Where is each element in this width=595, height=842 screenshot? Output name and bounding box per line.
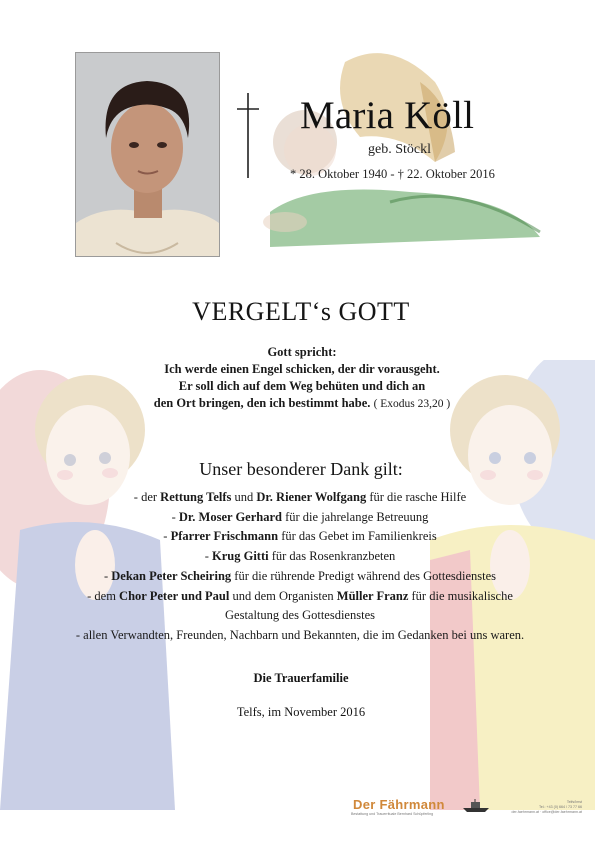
footer-contact	[500, 800, 582, 815]
quote-line: Ich werde einen Engel schicken, der dir vorausgeht.	[164, 362, 440, 376]
thanks-text: -	[171, 509, 179, 524]
thanks-text: für das Gebet im Familienkreis	[278, 529, 437, 544]
thanks-person: Krug Gitti	[212, 549, 269, 564]
thanks-item	[60, 488, 540, 508]
funeral-home-footer	[345, 797, 580, 821]
thanks-person: Chor Peter und Paul	[119, 588, 230, 603]
thanks-title: Unser besonderer Dank gilt:	[199, 459, 403, 479]
thanks-item	[60, 587, 540, 607]
thanks-person: Pfarrer Frischmann	[170, 529, 279, 544]
thanks-text: und	[231, 490, 257, 504]
brand-subtitle: Bestattung und Trauerrituale Bernhard Schüpferling	[351, 812, 434, 816]
brand-logo-text: Der Fährmann	[353, 797, 445, 812]
thanks-text: -	[204, 549, 212, 564]
thanks-text: für die rührende Predigt während des Gottesdienstes	[231, 568, 497, 583]
thanks-text: und dem Organisten	[229, 588, 337, 603]
life-dates: * 28. Oktober 1940 - † 22. Oktober 2016	[290, 167, 495, 181]
thanks-list	[60, 488, 540, 646]
ferry-boat-icon	[461, 799, 491, 813]
thanks-text: für die musikalische	[408, 588, 513, 603]
thanks-person: Dr. Riener Wolfgang	[256, 490, 367, 504]
thanks-text: -	[103, 568, 112, 583]
thanks-item	[60, 567, 540, 587]
thanks-text: - dem	[87, 588, 120, 603]
deceased-name: Maria Köll	[300, 94, 475, 137]
portrait-photo	[75, 52, 220, 257]
thanks-person: Dr. Moser Gerhard	[178, 509, 282, 524]
thanks-text: - der	[133, 490, 161, 504]
thanks-text: Gestaltung des Gottesdienstes	[225, 608, 375, 623]
bible-quote	[60, 344, 544, 413]
quote-reference: ( Exodus 23,20 )	[373, 398, 451, 410]
thanks-item	[60, 626, 540, 646]
latin-cross-icon	[236, 93, 260, 178]
thanks-heading: VERGELT‘s GOTT	[192, 297, 410, 326]
thanks-item	[60, 527, 540, 547]
signature: Die Trauerfamilie	[253, 671, 349, 685]
quote-line: Gott spricht:	[267, 345, 337, 359]
contact-line: Telfs/Imst	[566, 800, 582, 804]
thanks-person: Dekan Peter Scheiring	[111, 568, 232, 583]
thanks-text: -	[163, 529, 171, 544]
thanks-item	[60, 606, 540, 626]
thanks-person: Rettung Telfs	[160, 490, 232, 504]
contact-line: Tel.: +43 (0) 664 / 73 77 66	[538, 805, 582, 809]
contact-line: der-faehrmann.at · office@der-faehrmann.at	[511, 810, 582, 814]
thanks-person: Müller Franz	[336, 588, 409, 603]
maiden-name: geb. Stöckl	[368, 142, 431, 157]
quote-line	[60, 395, 544, 413]
thanks-text: für die rasche Hilfe	[366, 490, 467, 504]
thanks-item	[60, 547, 540, 567]
thanks-text: für das Rosenkranzbeten	[268, 549, 396, 564]
quote-line-text: den Ort bringen, den ich bestimmt habe.	[153, 396, 371, 410]
quote-line: Er soll dich auf dem Weg behüten und dich an	[178, 379, 426, 393]
thanks-text: - allen Verwandten, Freunden, Nachbarn und Bekannten, die im Gedanken bei uns waren.	[75, 627, 525, 642]
place-date: Telfs, im November 2016	[236, 705, 366, 719]
portrait-photo-image	[76, 53, 219, 256]
thanks-item	[60, 508, 540, 528]
thanks-text: für die jahrelange Betreuung	[281, 509, 429, 524]
